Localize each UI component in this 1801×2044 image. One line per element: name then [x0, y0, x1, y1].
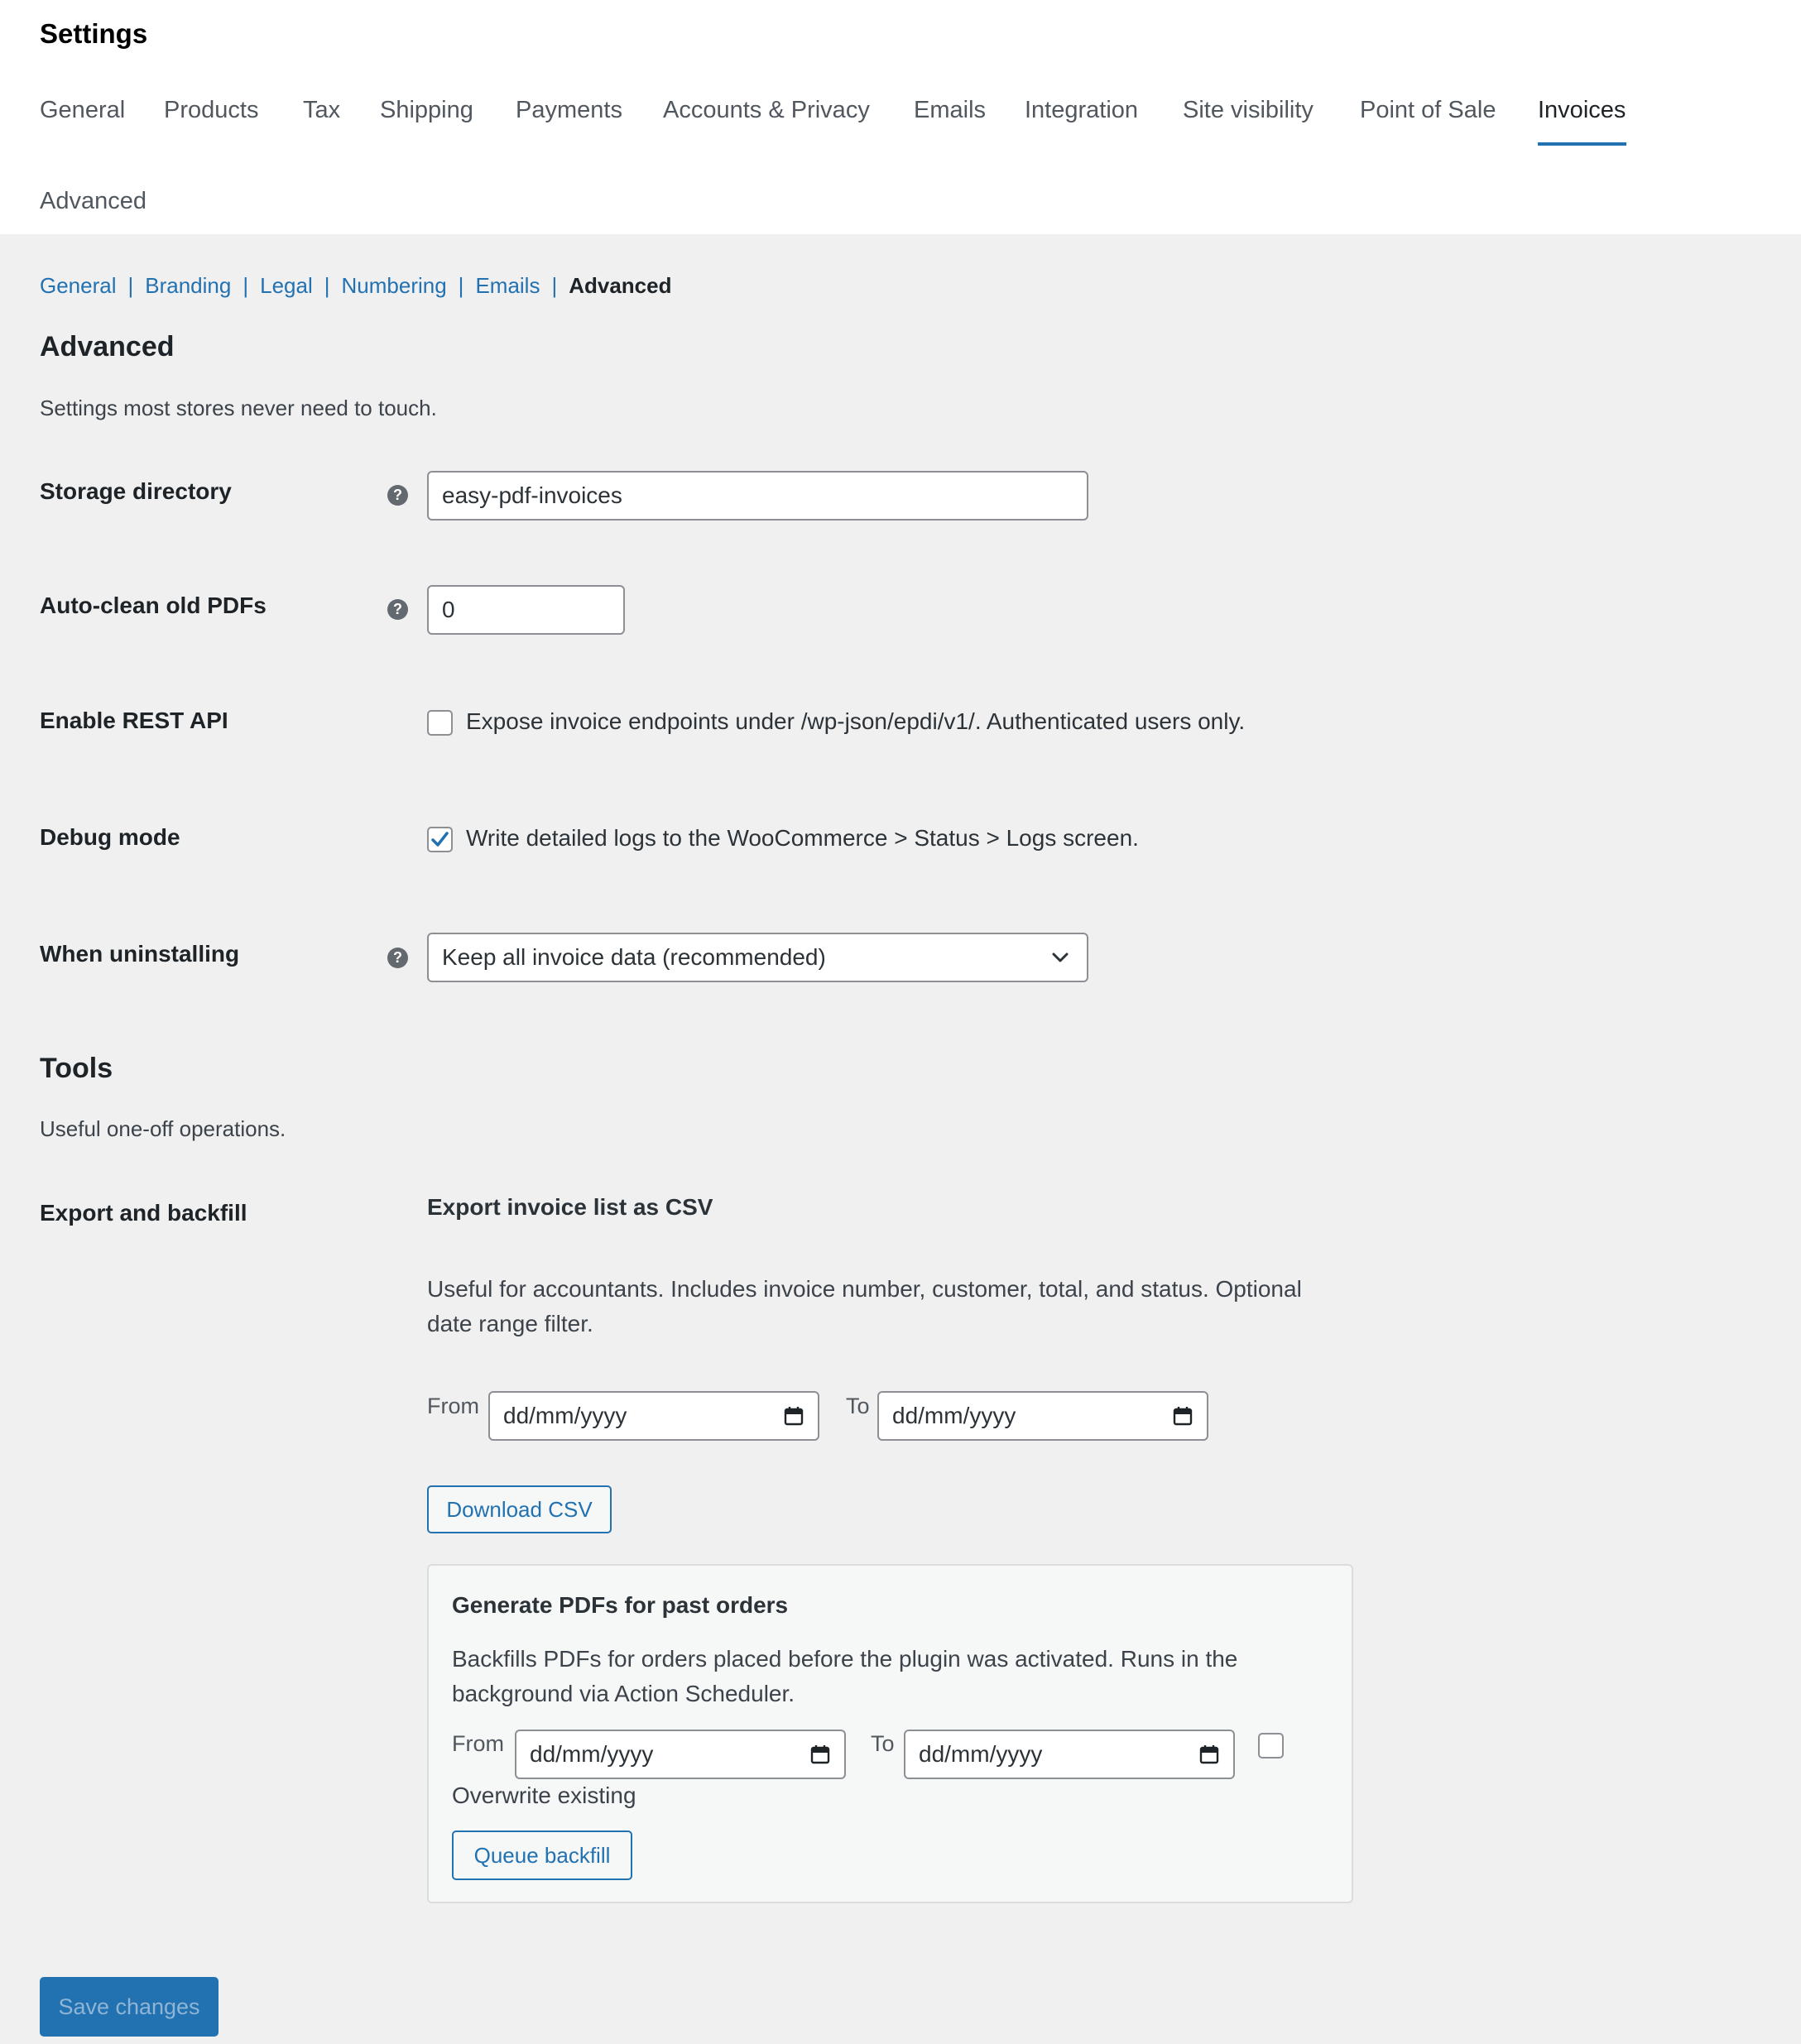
subnav-emails[interactable]: Emails [475, 273, 540, 298]
tab-shipping[interactable]: Shipping [380, 97, 473, 123]
backfill-to-placeholder: dd/mm/yyyy [919, 1741, 1043, 1767]
export-csv-description: Useful for accountants. Includes invoice number, customer, total, and status. Optional date range filter. [427, 1276, 1302, 1336]
debug-mode-description: Write detailed logs to the WooCommerce > Status > Logs screen. [466, 825, 1139, 851]
active-tab-indicator [1538, 142, 1626, 146]
section-subnav [40, 271, 671, 300]
export-from-placeholder: dd/mm/yyyy [503, 1403, 627, 1428]
backfill-panel [427, 1564, 1353, 1903]
chevron-down-icon [1049, 946, 1072, 969]
tab-products[interactable]: Products [164, 97, 259, 123]
page-title: Settings [40, 18, 148, 49]
storage-directory-label: Storage directory [40, 478, 232, 504]
export-to-label: To [846, 1394, 870, 1418]
subnav-numbering[interactable]: Numbering [341, 273, 447, 298]
tab-general[interactable]: General [40, 97, 126, 123]
tools-description: Useful one-off operations. [40, 1116, 286, 1141]
debug-mode-checkbox[interactable] [427, 827, 453, 852]
subnav-separator: | [324, 273, 330, 298]
checkmark-icon [429, 828, 451, 851]
storage-directory-input[interactable]: easy-pdf-invoices [427, 471, 1088, 521]
tab-advanced[interactable]: Advanced [40, 188, 146, 214]
subnav-branding[interactable]: Branding [145, 273, 232, 298]
subnav-general[interactable]: General [40, 273, 117, 298]
help-icon[interactable]: ? [387, 948, 408, 968]
export-csv-heading: Export invoice list as CSV [427, 1194, 713, 1220]
download-csv-button[interactable]: Download CSV [427, 1485, 612, 1533]
calendar-icon [1172, 1405, 1193, 1427]
tab-payments[interactable]: Payments [516, 97, 622, 123]
backfill-from-placeholder: dd/mm/yyyy [530, 1741, 654, 1767]
export-from-date-input[interactable] [488, 1391, 819, 1441]
settings-header [0, 0, 1801, 234]
tab-emails[interactable]: Emails [914, 97, 987, 123]
backfill-to-date-input[interactable] [904, 1730, 1235, 1779]
tab-tax[interactable]: Tax [303, 97, 341, 123]
export-backfill-label: Export and backfill [40, 1200, 247, 1226]
backfill-description: Backfills PDFs for orders placed before the plugin was activated. Runs in the background via Action Scheduler. [452, 1646, 1238, 1706]
help-icon[interactable]: ? [387, 485, 408, 506]
help-icon[interactable]: ? [387, 599, 408, 620]
export-to-placeholder: dd/mm/yyyy [892, 1403, 1016, 1428]
auto-clean-label: Auto-clean old PDFs [40, 593, 267, 618]
subnav-separator: | [127, 273, 134, 298]
auto-clean-days-input[interactable]: 0 [427, 585, 625, 635]
backfill-from-date-input[interactable] [515, 1730, 846, 1779]
uninstall-label: When uninstalling [40, 941, 240, 967]
subnav-separator: | [458, 273, 464, 298]
backfill-from-label: From [452, 1731, 504, 1756]
overwrite-existing-label: Overwrite existing [452, 1783, 636, 1808]
backfill-heading: Generate PDFs for past orders [452, 1592, 789, 1618]
uninstall-select[interactable] [427, 933, 1088, 982]
backfill-to-label: To [871, 1731, 895, 1756]
subnav-separator: | [551, 273, 558, 298]
overwrite-existing-checkbox[interactable] [1258, 1733, 1284, 1759]
uninstall-select-value: Keep all invoice data (recommended) [442, 944, 826, 970]
export-to-date-input[interactable] [877, 1391, 1208, 1441]
subnav-advanced-current: Advanced [569, 273, 672, 298]
tab-invoices[interactable]: Invoices [1538, 97, 1626, 123]
rest-api-checkbox[interactable] [427, 710, 453, 736]
tab-integration[interactable]: Integration [1025, 97, 1139, 123]
debug-mode-label: Debug mode [40, 824, 180, 850]
subnav-separator: | [243, 273, 249, 298]
tab-point-of-sale[interactable]: Point of Sale [1360, 97, 1496, 123]
tab-accounts-privacy[interactable]: Accounts & Privacy [663, 97, 870, 123]
rest-api-label: Enable REST API [40, 708, 228, 733]
save-changes-button[interactable]: Save changes [40, 1977, 219, 2037]
calendar-icon [809, 1744, 831, 1765]
tab-site-visibility[interactable]: Site visibility [1183, 97, 1314, 123]
advanced-description: Settings most stores never need to touch. [40, 396, 437, 420]
queue-backfill-button[interactable]: Queue backfill [452, 1830, 632, 1880]
advanced-heading: Advanced [40, 331, 175, 362]
calendar-icon [1198, 1744, 1220, 1765]
tools-heading: Tools [40, 1053, 113, 1084]
export-from-label: From [427, 1394, 479, 1418]
subnav-legal[interactable]: Legal [260, 273, 313, 298]
rest-api-description: Expose invoice endpoints under /wp-json/epdi/v1/. Authenticated users only. [466, 708, 1246, 734]
calendar-icon [783, 1405, 804, 1427]
